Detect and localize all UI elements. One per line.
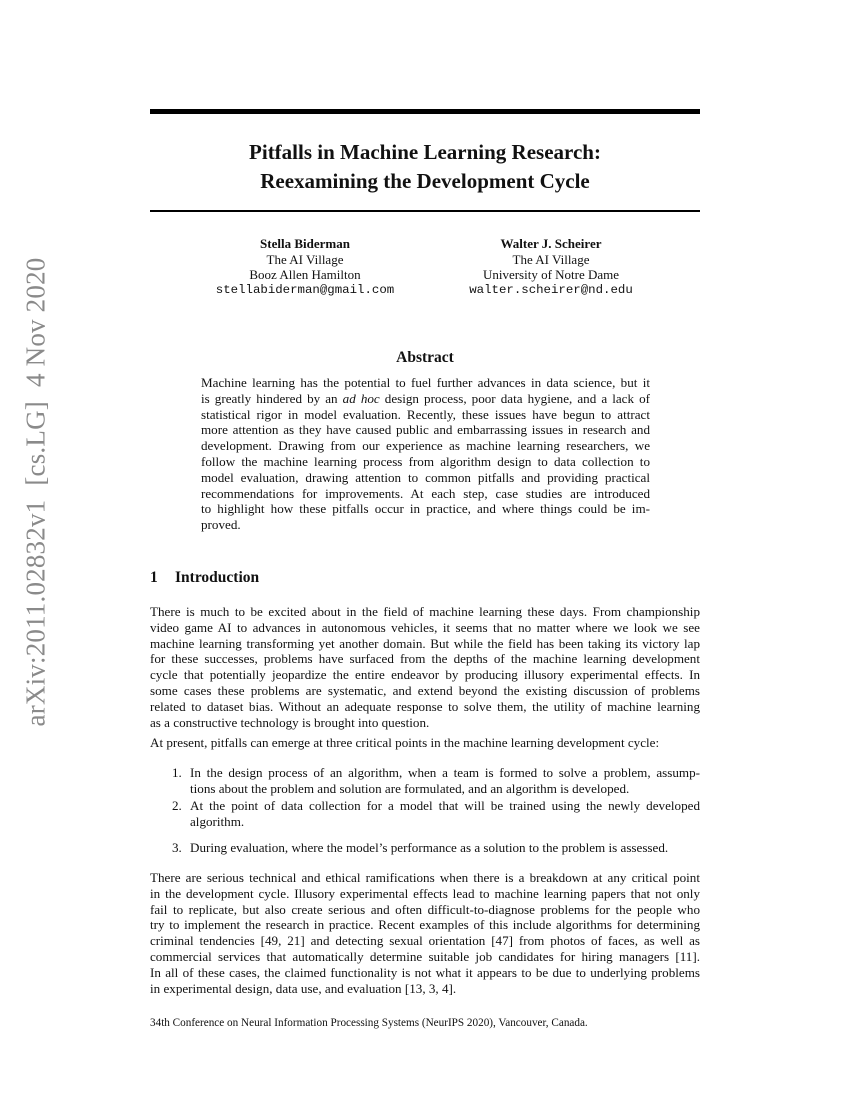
title-line: Reexamining the Development Cycle <box>260 169 590 193</box>
text-segment: There are serious technical and ethical ramifications when there is a breakdown at any critical point <box>150 870 700 885</box>
text-line <box>201 470 650 486</box>
abstract-text <box>201 375 650 533</box>
text-segment: follow the machine learning process from algorithm design to data collection to <box>201 453 650 469</box>
text-segment: Machine learning has the potential to fuel further advances in data science, but it <box>201 375 650 390</box>
author-email[interactable]: walter.scheirer@nd.edu <box>469 282 633 297</box>
section-title: Introduction <box>175 569 260 586</box>
text-line <box>150 636 700 652</box>
text-line <box>201 501 650 517</box>
text-line <box>150 886 700 902</box>
text-segment: more attention as they have caused public and embarrassing issues in research and <box>201 422 650 438</box>
title-rule <box>150 210 700 212</box>
text-line <box>150 917 700 933</box>
section-number: 1 <box>150 569 158 586</box>
paper-title <box>150 138 700 196</box>
text-segment: as a constructive technology is brought into question. <box>150 714 430 730</box>
text-line <box>150 735 700 751</box>
arxiv-id: arXiv:2011.02832v1 <box>20 499 51 727</box>
text-line <box>190 798 700 814</box>
text-segment: model evaluation, drawing attention to common pitfalls and providing practical <box>201 469 650 485</box>
text-line <box>190 840 700 856</box>
text-segment: commercial services that automatically determine suitable job candidates for hiring managers [11]. <box>150 948 700 964</box>
list-item <box>172 840 700 856</box>
text-line <box>201 422 650 438</box>
text-line <box>201 375 650 391</box>
text-segment: in experimental design, data use, and evaluation [13, 3, 4]. <box>150 980 457 996</box>
text-segment: In all of these cases, the claimed functionality is not what it appears to be due to underlying problems <box>150 964 700 980</box>
text-segment: cycle that potentially jeopardize the entire endeavor by producing illusory experimental effects. In <box>150 667 700 683</box>
text-line <box>150 667 700 683</box>
text-segment: proved. <box>201 517 241 533</box>
arxiv-date: 4 Nov 2020 <box>20 257 51 388</box>
abstract-heading: Abstract <box>396 349 454 366</box>
author-affiliation: The AI Village <box>512 251 590 267</box>
text-segment: algorithm. <box>190 813 245 829</box>
text-line <box>150 981 700 997</box>
text-line <box>150 651 700 667</box>
author-block <box>421 236 681 298</box>
author-affiliation: University of Notre Dame <box>482 267 620 282</box>
intro-paragraph-3 <box>150 870 700 996</box>
text-line <box>201 454 650 470</box>
conference-footnote: 34th Conference on Neural Information Processing Systems (NeurIPS 2020), Vancouver, Canada. <box>150 1017 588 1029</box>
text-segment: is greatly hindered by an <box>201 390 343 406</box>
text-segment: fail to replicate, but also create serious and often difficult-to-diagnose problems for the people who <box>150 901 700 917</box>
list-text <box>190 840 700 856</box>
author-affiliation: The AI Village <box>266 251 344 267</box>
text-segment: There is much to be excited about in the field of machine learning these days. From championship <box>150 604 700 619</box>
text-line <box>190 781 700 797</box>
intro-paragraph-1 <box>150 604 700 730</box>
text-line <box>150 870 700 886</box>
text-segment: tions about the problem and solution are formulated, and an algorithm is developed. <box>190 780 630 796</box>
title-line: Pitfalls in Machine Learning Research: <box>249 140 601 164</box>
arxiv-stamp <box>21 258 52 727</box>
text-line <box>201 407 650 423</box>
text-segment: for these successes, problems have surfaced from the depths of the machine learning development <box>150 651 700 667</box>
text-line <box>201 391 650 407</box>
text-segment: At present, pitfalls can emerge at three critical points in the machine learning development cycle: <box>150 735 660 750</box>
text-segment: video game AI to advances in autonomous vehicles, it seems that no matter where we look we see <box>150 619 700 635</box>
text-line <box>150 620 700 636</box>
author-affiliation: Booz Allen Hamilton <box>249 267 361 282</box>
text-line <box>150 715 700 731</box>
top-rule <box>150 109 700 114</box>
list-number: 2. <box>172 798 182 813</box>
text-line <box>201 517 650 533</box>
author-name: Walter J. Scheirer <box>500 236 602 251</box>
list-item <box>172 798 700 830</box>
list-item <box>172 765 700 797</box>
text-line <box>150 683 700 699</box>
list-number: 3. <box>172 840 182 855</box>
italic-text: ad hoc <box>342 390 380 406</box>
text-line <box>150 965 700 981</box>
text-line <box>190 765 700 781</box>
intro-paragraph-2 <box>150 735 700 751</box>
text-segment: in the development cycle. Illusory experimental effects lead to machine learning papers that not only <box>150 885 700 901</box>
text-segment: statistical rigor in model evaluation. Recently, these issues have begun to attract <box>201 406 650 422</box>
text-line <box>150 604 700 620</box>
text-segment: to highlight how these pitfalls occur in practice, and where things could be im- <box>201 501 650 517</box>
text-segment: try to implement the research in practice. Recent examples of this include algorithms for determining <box>150 917 700 933</box>
text-segment: related to dataset bias. Without an adequate response to solve them, the utility of machine learning <box>150 698 700 714</box>
section-heading <box>150 569 259 587</box>
text-segment: machine learning transforming yet another domain. But while the field has been taking its victory lap <box>150 635 700 651</box>
text-line <box>150 902 700 918</box>
list-text <box>190 765 700 797</box>
text-segment: some cases these problems are systematic, and extend beyond the existing discussion of problems <box>150 682 700 698</box>
text-segment: criminal tendencies [49, 21] and detecting sexual orientation [47] from photos of faces, as well as <box>150 933 700 949</box>
list-text <box>190 798 700 830</box>
text-line <box>150 949 700 965</box>
text-segment: During evaluation, where the model’s performance as a solution to the problem is assessed. <box>190 840 669 855</box>
text-segment: recommendations for improvements. At each step, case studies are introduced <box>201 485 650 501</box>
text-line <box>150 933 700 949</box>
arxiv-category: [cs.LG] <box>20 401 51 486</box>
author-block <box>175 236 435 298</box>
author-name: Stella Biderman <box>260 236 350 251</box>
text-segment: design process, poor data hygiene, and a lack of <box>379 390 650 406</box>
text-segment: development. Drawing from our experience as machine learning researchers, we <box>201 438 650 454</box>
text-line <box>150 699 700 715</box>
text-line <box>190 814 700 830</box>
text-line <box>201 486 650 502</box>
text-segment: At the point of data collection for a model that will be trained using the newly developed <box>190 798 700 813</box>
text-segment: In the design process of an algorithm, when a team is formed to solve a problem, assump- <box>190 765 700 780</box>
author-email[interactable]: stellabiderman@gmail.com <box>215 282 395 297</box>
text-line <box>201 438 650 454</box>
list-number: 1. <box>172 765 182 780</box>
